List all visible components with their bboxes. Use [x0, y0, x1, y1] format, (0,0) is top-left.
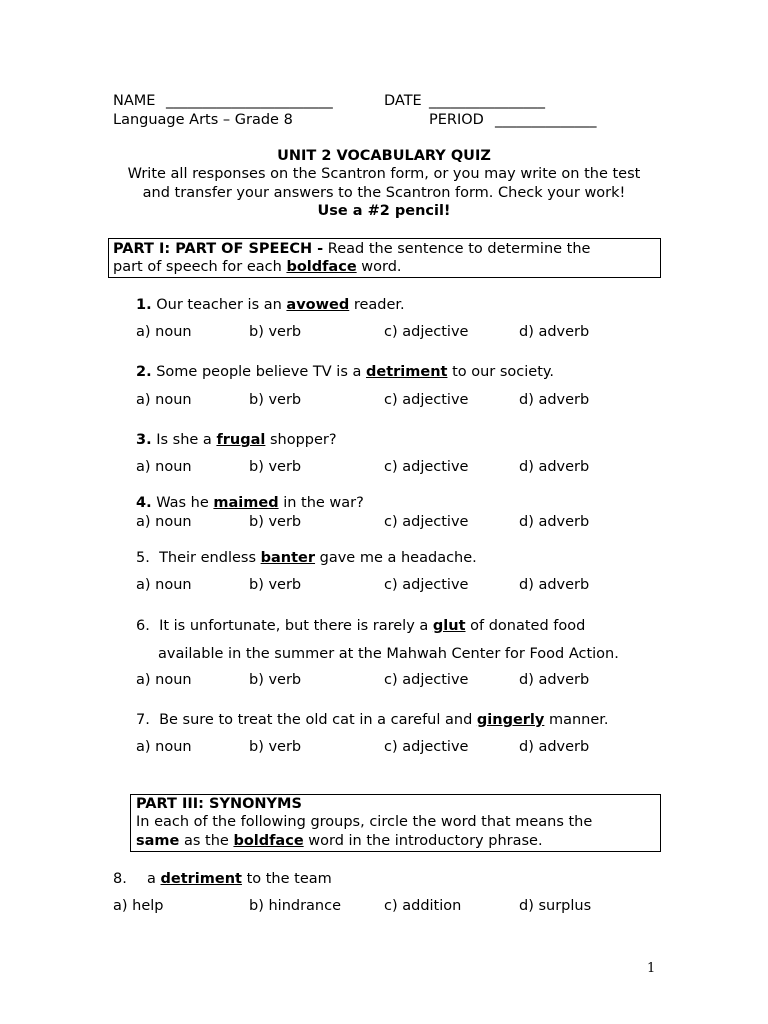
q3-option-b[interactable]: b) verb — [249, 459, 302, 475]
question-8-number: 8. — [113, 871, 127, 887]
course-label: Language Arts – Grade 8 — [113, 112, 293, 128]
period-label: PERIOD — [429, 112, 484, 128]
question-2: 2. Some people believe TV is a detriment to our society. — [136, 364, 555, 380]
q1-option-a[interactable]: a) noun — [136, 324, 192, 340]
q4-option-b[interactable]: b) verb — [249, 514, 302, 530]
q8-option-a[interactable]: a) help — [113, 898, 164, 914]
instructions-line-1: Write all responses on the Scantron form, or you may write on the test — [127, 166, 641, 182]
name-field[interactable]: _______________________ — [166, 93, 333, 109]
part1-line-1: PART I: PART OF SPEECH - Read the sentence to determine the — [113, 241, 591, 257]
q3-option-a[interactable]: a) noun — [136, 459, 192, 475]
q5-option-c[interactable]: c) adjective — [384, 577, 469, 593]
q6-option-c[interactable]: c) adjective — [384, 672, 469, 688]
q8-option-b[interactable]: b) hindrance — [249, 898, 342, 914]
part3-line-2: same as the boldface word in the introductory phrase. — [136, 833, 543, 849]
date-label: DATE — [384, 93, 422, 109]
q4-option-c[interactable]: c) adjective — [384, 514, 469, 530]
q7-option-c[interactable]: c) adjective — [384, 739, 469, 755]
q2-option-d[interactable]: d) adverb — [519, 392, 590, 408]
q1-option-d[interactable]: d) adverb — [519, 324, 590, 340]
question-6: 6. It is unfortunate, but there is rarely a glut of donated food — [136, 618, 586, 634]
instructions-line-2: and transfer your answers to the Scantron form. Check your work! — [142, 185, 626, 201]
period-field[interactable]: ______________ — [495, 112, 597, 128]
q6-option-a[interactable]: a) noun — [136, 672, 192, 688]
question-1: 1. Our teacher is an avowed reader. — [136, 297, 405, 313]
q4-option-d[interactable]: d) adverb — [519, 514, 590, 530]
q2-option-a[interactable]: a) noun — [136, 392, 192, 408]
q7-option-a[interactable]: a) noun — [136, 739, 192, 755]
q8-option-c[interactable]: c) addition — [384, 898, 462, 914]
q2-option-b[interactable]: b) verb — [249, 392, 302, 408]
question-4: 4. Was he maimed in the war? — [136, 495, 364, 511]
part3-line-1: In each of the following groups, circle the word that means the — [136, 814, 593, 830]
question-7: 7. Be sure to treat the old cat in a careful and gingerly manner. — [136, 712, 609, 728]
q2-option-c[interactable]: c) adjective — [384, 392, 469, 408]
q4-option-a[interactable]: a) noun — [136, 514, 192, 530]
q8-option-d[interactable]: d) surplus — [519, 898, 592, 914]
boldface-word: boldface — [286, 259, 357, 275]
question-5: 5. Their endless banter gave me a headache. — [136, 550, 477, 566]
pencil-note: Use a #2 pencil! — [317, 203, 451, 219]
page-number: 1 — [647, 961, 656, 976]
q3-option-c[interactable]: c) adjective — [384, 459, 469, 475]
name-label: NAME — [113, 93, 156, 109]
question-8: a detriment to the team — [147, 871, 332, 887]
part1-line-2: part of speech for each boldface word. — [113, 259, 402, 275]
part1-heading: PART I: PART OF SPEECH - — [113, 241, 324, 257]
question-3: 3. Is she a frugal shopper? — [136, 432, 337, 448]
q5-option-b[interactable]: b) verb — [249, 577, 302, 593]
quiz-title: UNIT 2 VOCABULARY QUIZ — [277, 148, 491, 164]
q6-option-b[interactable]: b) verb — [249, 672, 302, 688]
q1-option-b[interactable]: b) verb — [249, 324, 302, 340]
date-field[interactable]: ________________ — [429, 93, 545, 109]
q5-option-a[interactable]: a) noun — [136, 577, 192, 593]
part3-heading: PART III: SYNONYMS — [136, 796, 302, 812]
q3-option-d[interactable]: d) adverb — [519, 459, 590, 475]
q5-option-d[interactable]: d) adverb — [519, 577, 590, 593]
q7-option-b[interactable]: b) verb — [249, 739, 302, 755]
q7-option-d[interactable]: d) adverb — [519, 739, 590, 755]
q1-option-c[interactable]: c) adjective — [384, 324, 469, 340]
q6-option-d[interactable]: d) adverb — [519, 672, 590, 688]
question-6-line-2: available in the summer at the Mahwah Center for Food Action. — [158, 646, 619, 662]
